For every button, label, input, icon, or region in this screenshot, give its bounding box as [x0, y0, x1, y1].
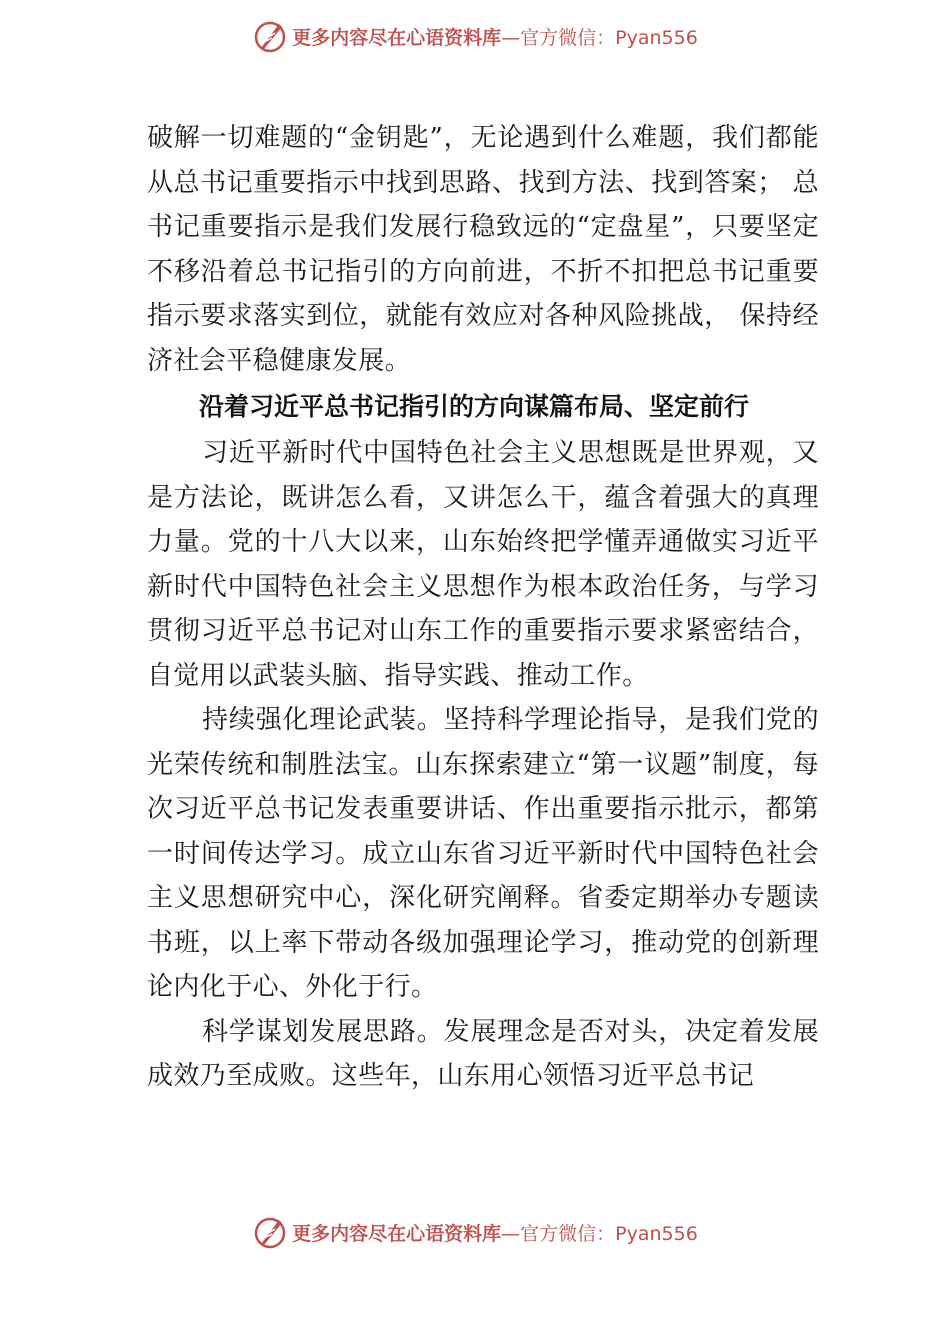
- section-heading: 沿着习近平总书记指引的方向谋篇布局、坚定前行: [199, 392, 750, 421]
- quill-pen-logo-icon: [252, 1214, 288, 1250]
- paragraph-4: 科学谋划发展思路。发展理念是否对头，决定着发展成效乃至成败。这些年，山东用心领悟习近平总书记: [147, 1016, 819, 1091]
- paragraph-1: 破解一切难题的“金钥匙”，无论遇到什么难题，我们都能从总书记重要指示中找到思路、找到方法、找到答案； 总书记重要指示是我们发展行稳致远的“定盘星”，只要坚定不移沿着总书记指引的方向前进，不折不扣把总书记重要指示要求落实到位，就能有效应对各种风险挑战， 保持经济社会平稳健康发展。: [147, 123, 819, 376]
- quill-pen-logo-icon: [252, 18, 288, 54]
- header-banner: [0, 16, 950, 56]
- header-official-account: —官方微信：Pyan556: [501, 26, 698, 49]
- footer-official-account: —官方微信：Pyan556: [501, 1222, 698, 1245]
- document-body: [147, 116, 819, 1099]
- footer-banner: [0, 1212, 950, 1252]
- paragraph-2: 习近平新时代中国特色社会主义思想既是世界观，又是方法论，既讲怎么看，又讲怎么干，蕴含着强大的真理力量。党的十八大以来，山东始终把学懂弄通做实习近平新时代中国特色社会主义思想作为根本政治任务，与学习贯彻习近平总书记对山东工作的重要指示要求紧密结合，自觉用以武装头脑、指导实践、推动工作。: [147, 438, 819, 691]
- footer-brand-text: 更多内容尽在心语资料库: [292, 1222, 502, 1245]
- header-brand-text: 更多内容尽在心语资料库: [292, 26, 502, 49]
- paragraph-3: 持续强化理论武装。坚持科学理论指导，是我们党的光荣传统和制胜法宝。山东探索建立“第一议题”制度，每次习近平总书记发表重要讲话、作出重要指示批示，都第一时间传达学习。成立山东省习近平新时代中国特色社会主义思想研究中心，深化研究阐释。省委定期举办专题读书班，以上率下带动各级加强理论学习，推动党的创新理论内化于心、外化于行。: [147, 705, 819, 1002]
